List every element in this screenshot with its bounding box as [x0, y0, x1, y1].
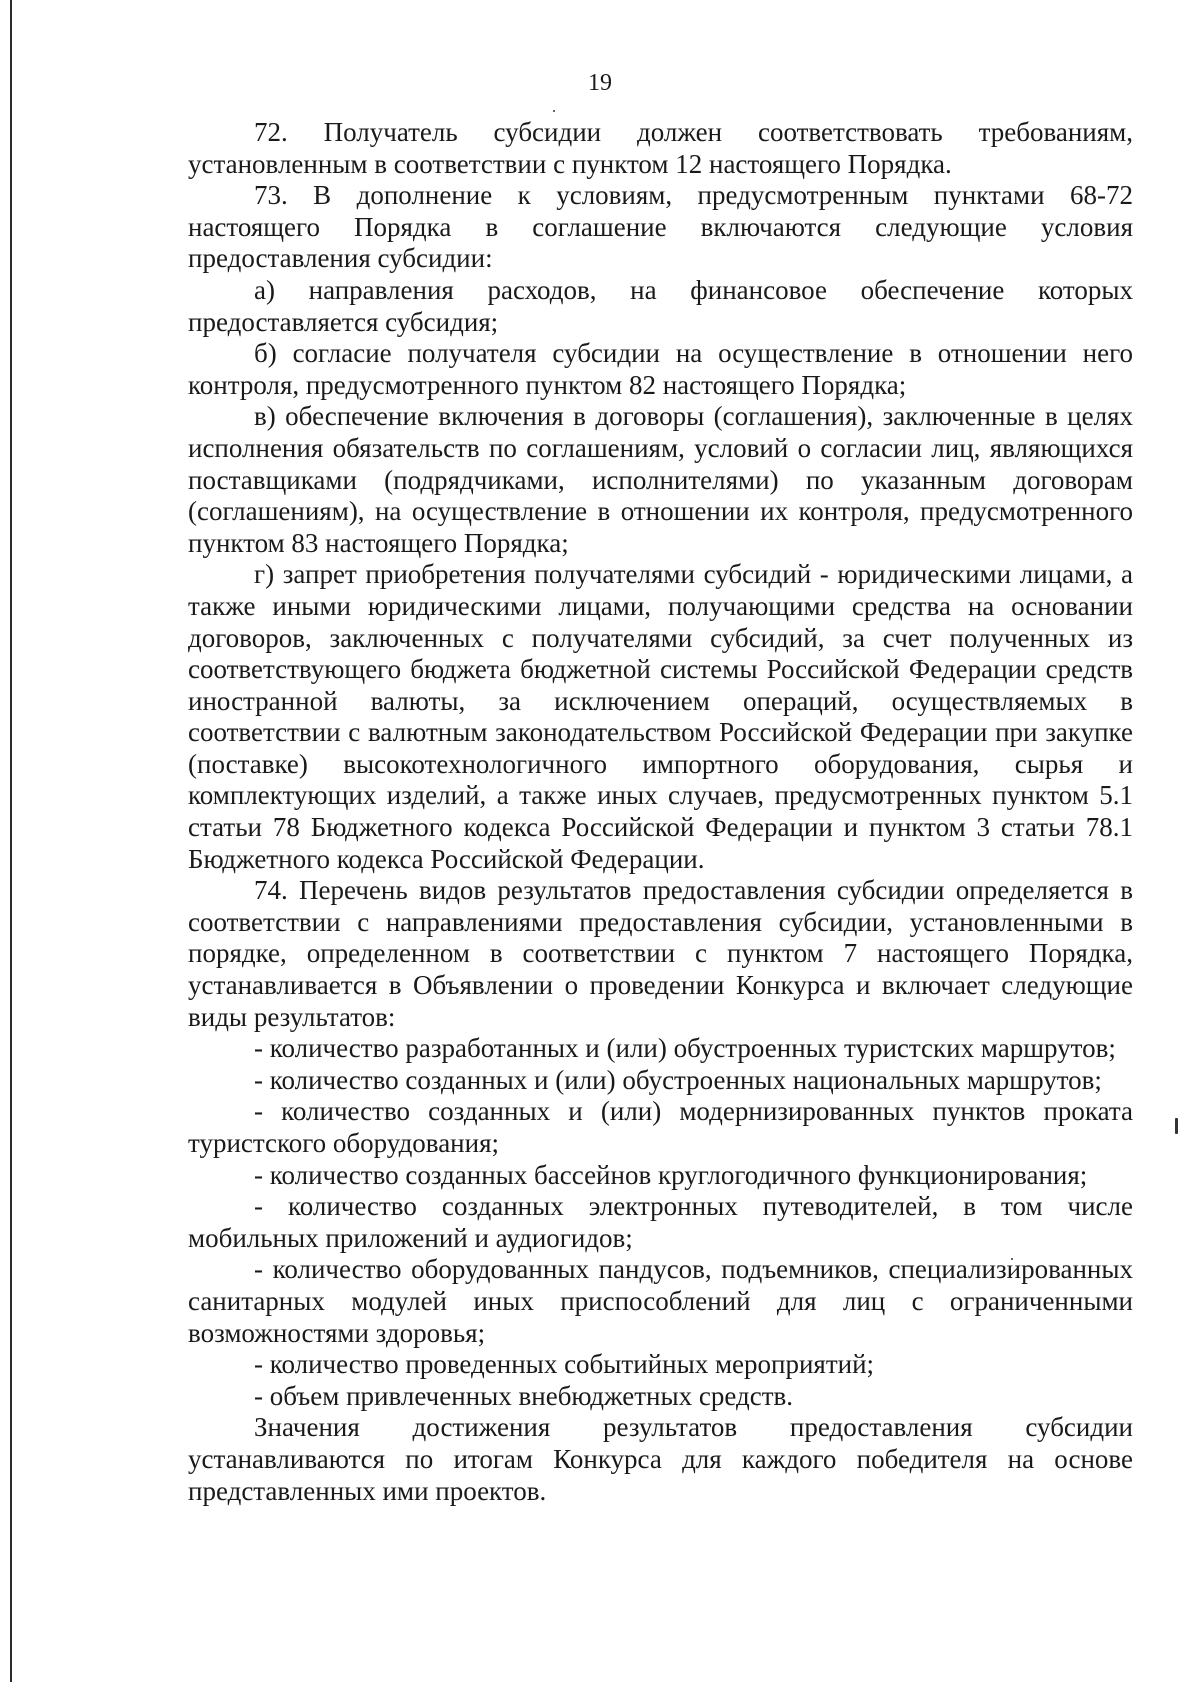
paragraph-73-a: а) направления расходов, на финансовое обеспечение которых предоставляется субсидия; [188, 274, 1133, 337]
list-item: - объем привлеченных внебюджетных средств. [254, 1380, 794, 1411]
paragraph-73-b: б) согласие получателя субсидии на осуществление в отношении него контроля, предусмотренного пунктом 82 настоящего Порядка; [188, 338, 1133, 400]
scan-speck [553, 110, 555, 112]
page-number: 19 [588, 70, 612, 96]
scan-speck [1175, 1118, 1178, 1134]
paragraph-74: 74. Перечень видов результатов предоставления субсидии определяется в соответствии с направлениями предоставления субсидии, установленными в порядке, определенном в соответствии с пунктом 7 настоящего Порядка, устанавливается в Объявлении о проведении Конкурса и включает следующие виды результатов: [188, 875, 1133, 1032]
list-item: - количество созданных и (или) модернизированных пунктов проката туристского оборудования; [188, 1096, 1133, 1158]
list-item: - количество созданных и (или) обустроенных национальных маршрутов; [254, 1064, 1102, 1095]
list-item: - количество проведенных событийных мероприятий; [254, 1349, 875, 1380]
paragraph-result-values: Значения достижения результатов предоставления субсидии устанавливаются по итогам Конкурса для каждого победителя на основе представленных ими проектов. [188, 1412, 1133, 1506]
document-body [188, 117, 1133, 1507]
list-item: - количество созданных бассейнов круглогодичного функционирования; [254, 1159, 1088, 1190]
scan-edge-line [10, 0, 12, 1682]
list-item: - количество созданных электронных путеводителей, в том числе мобильных приложений и аудиогидов; [188, 1191, 1133, 1253]
list-item: - количество разработанных и (или) обустроенных туристских маршрутов; [254, 1033, 1116, 1064]
paragraph-72: 72. Получатель субсидии должен соответствовать требованиям, установленным в соответствии с пунктом 12 настоящего Порядка. [188, 117, 1133, 179]
paragraph-73: 73. В дополнение к условиям, предусмотренным пунктами 68-72 настоящего Порядка в соглашение включаются следующие условия предоставления субсидии: [188, 180, 1133, 274]
paragraph-73-g: г) запрет приобретения получателями субсидий - юридическими лицами, а также иными юридическими лицами, получающими средства на основании договоров, заключенных с получателями субсидий, за счет полученных из соответствующего бюджета бюджетной системы Российской Федерации средств иностранной валюты, за исключением операций, осуществляемых в соответствии с валютным законодательством Российской Федерации при закупке (поставке) высокотехнологичного импортного оборудования, сырья и комплектующих изделий, а также иных случаев, предусмотренных пунктом 5.1 статьи 78 Бюджетного кодекса Российской Федерации и пунктом 3 статьи 78.1 Бюджетного кодекса Российской Федерации. [188, 559, 1133, 874]
list-item: - количество оборудованных пандусов, подъемников, специализированных санитарных модулей иных приспособлений для лиц с ограниченными возможностями здоровья; [188, 1254, 1133, 1348]
paragraph-73-v: в) обеспечение включения в договоры (соглашения), заключенные в целях исполнения обязательств по соглашениям, условий о согласии лиц, являющихся поставщиками (подрядчиками, исполнителями) по указанным договорам (соглашениям), на осуществление в отношении их контроля, предусмотренного пунктом 83 настоящего Порядка; [188, 401, 1133, 558]
